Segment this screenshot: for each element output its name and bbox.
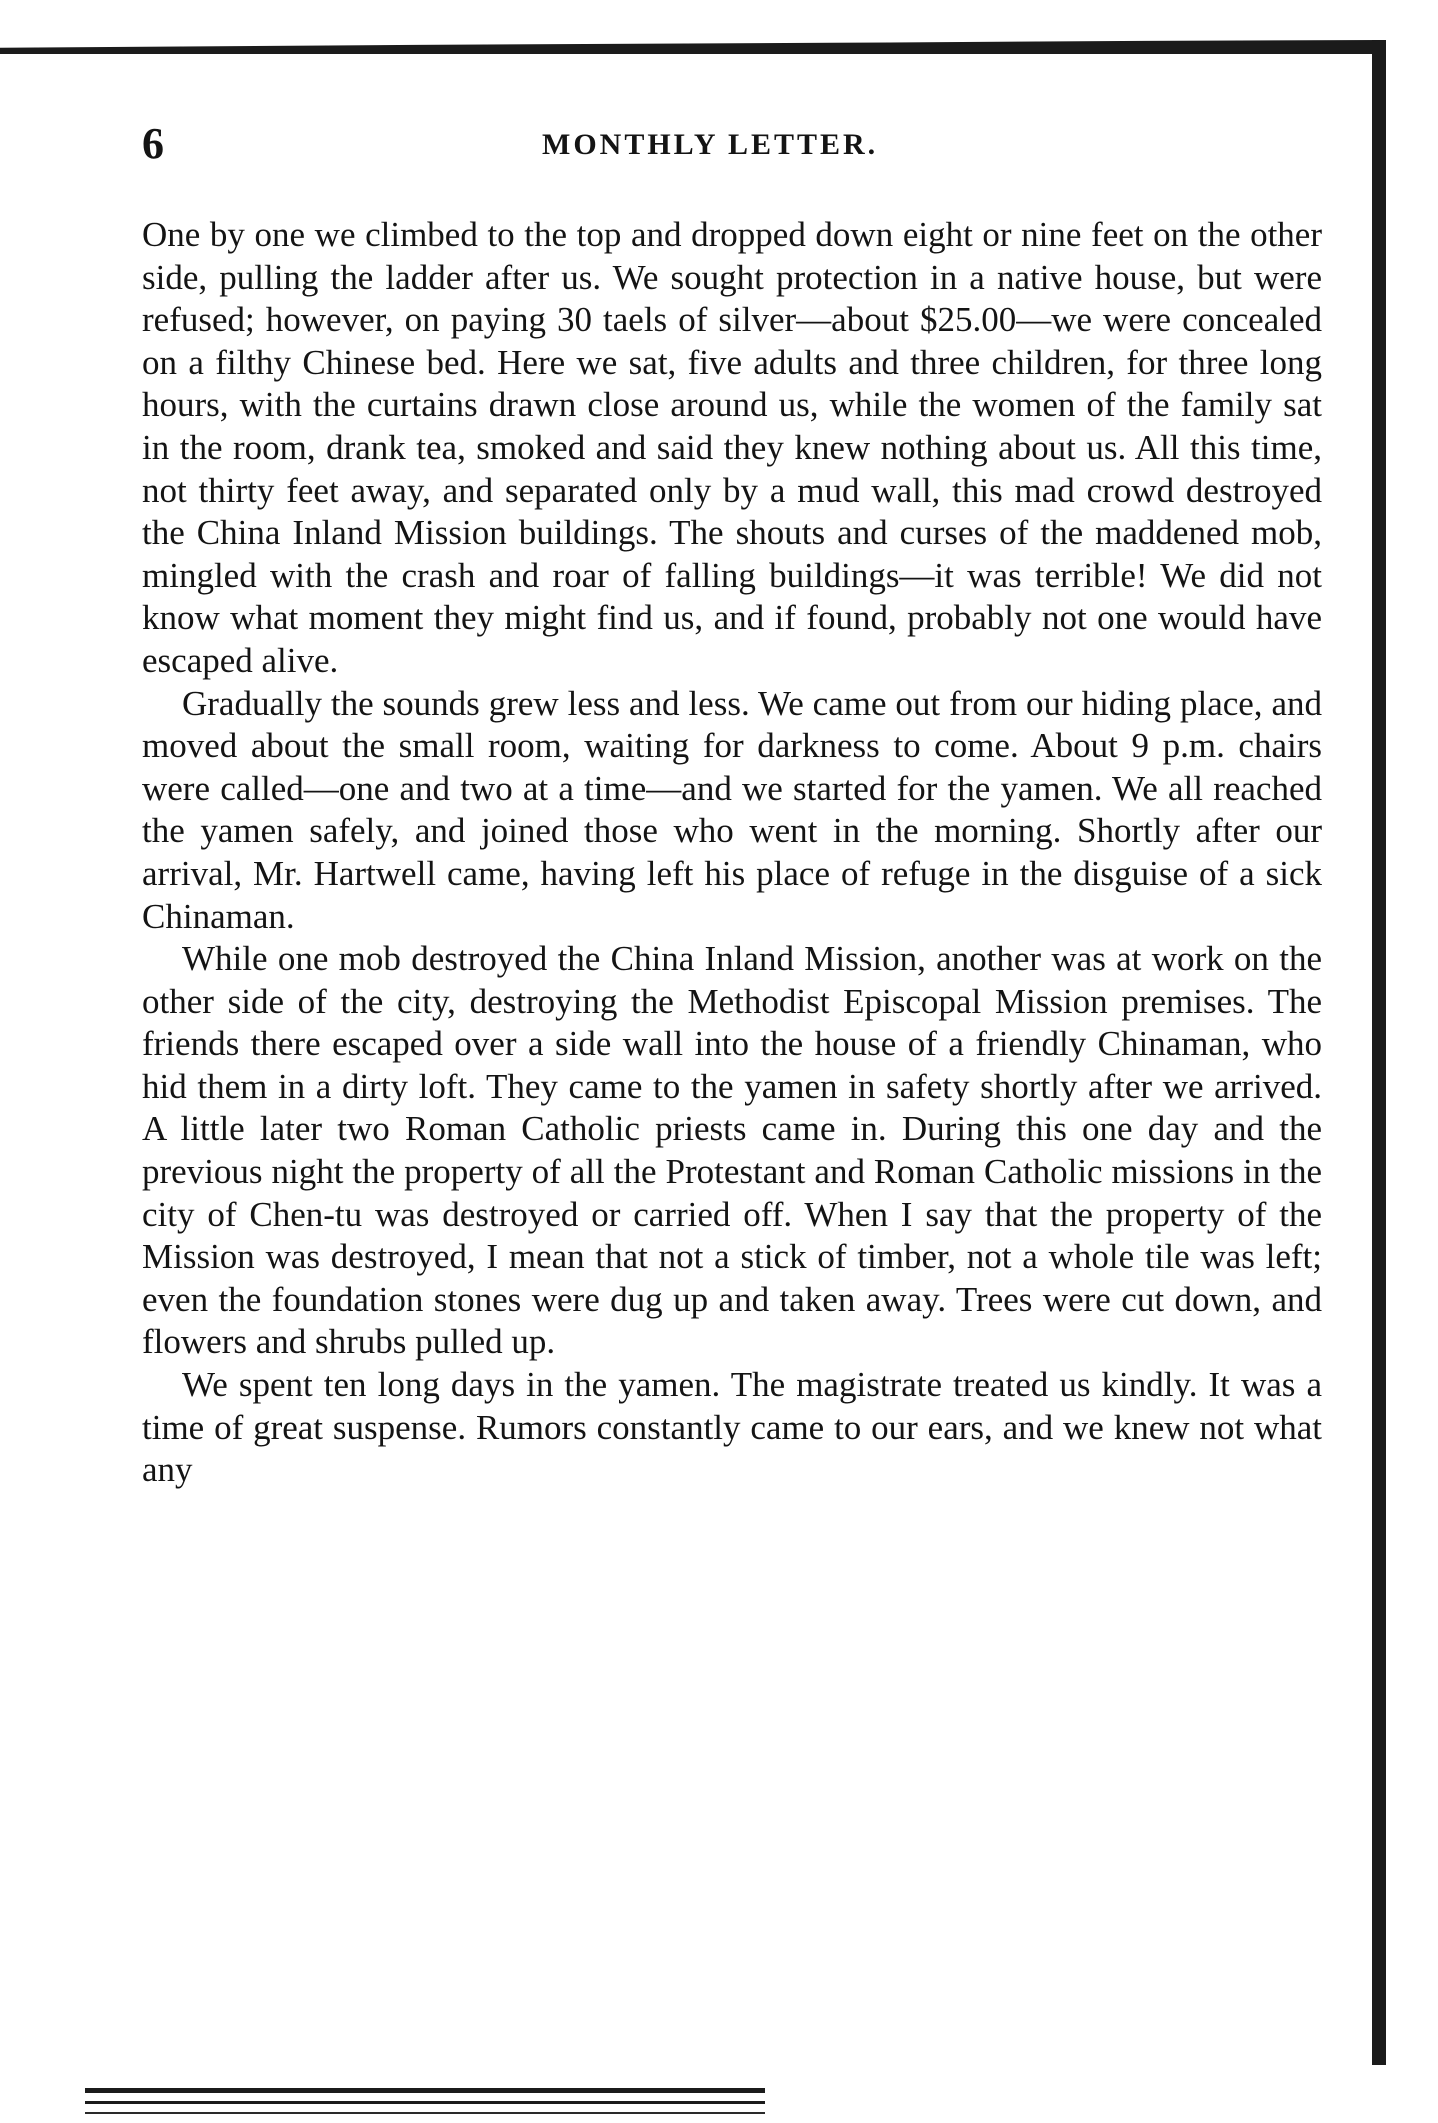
paragraph-3: While one mob destroyed the China Inland Mission, another was at work on the other side of the city, destroying the Methodist Episcopal Mission premises. The friends there escaped over a side wall into the house of a friendly Chinaman, who hid them in a dirty loft. They came to the yamen in safety shortly after we arrived. A little later two Roman Catholic priests came in. During this one day and the previous night the property of all the Protestant and Roman Catholic missions in the city of Chen-tu was destroyed or carried off. When I say that the property of the Mission was destroyed, I mean that not a stick of timber, not a whole tile was left; even the foundation stones were dug up and taken away. Trees were cut down, and flowers and shrubs pulled up. xyxy=(142,939,1322,1362)
page-header xyxy=(142,118,1322,178)
right-border-rule xyxy=(1372,40,1386,2065)
paragraph-1: One by one we climbed to the top and dropped down eight or nine feet on the other side, pulling the ladder after us. We sought protection in a native house, but were refused; however, on paying 30 taels of silver—about $25.00—we were concealed on a filthy Chinese bed. Here we sat, five adults and three children, for three long hours, with the curtains drawn close around us, while the women of the family sat in the room, drank tea, smoked and said they knew nothing about us. All this time, not thirty feet away, and separated only by a mud wall, this mad crowd destroyed the China Inland Mission buildings. The shouts and curses of the maddened mob, mingled with the crash and roar of falling buildings—it was terrible! We did not know what moment they might find us, and if found, probably not one would have escaped alive. xyxy=(142,215,1322,680)
bottom-rule xyxy=(85,2088,765,2093)
paragraph-4: We spent ten long days in the yamen. The magistrate treated us kindly. It was a time of great suspense. Rumors constantly came to our ears, and we knew not what any xyxy=(142,1365,1322,1490)
bottom-rule xyxy=(85,2101,765,2104)
page-number: 6 xyxy=(142,119,164,168)
bottom-rule xyxy=(85,2112,765,2114)
running-head: MONTHLY LETTER. xyxy=(542,128,879,161)
top-border-rule xyxy=(0,40,1385,54)
paragraph-2: Gradually the sounds grew less and less. We came out from our hiding place, and moved about the small room, waiting for darkness to come. About 9 p.m. chairs were called—one and two at a time—and we started for the yamen. We all reached the yamen safely, and joined those who went in the morning. Shortly after our arrival, Mr. Hartwell came, having left his place of refuge in the disguise of a sick Chinaman. xyxy=(142,683,1322,936)
body-text xyxy=(142,214,1322,1492)
